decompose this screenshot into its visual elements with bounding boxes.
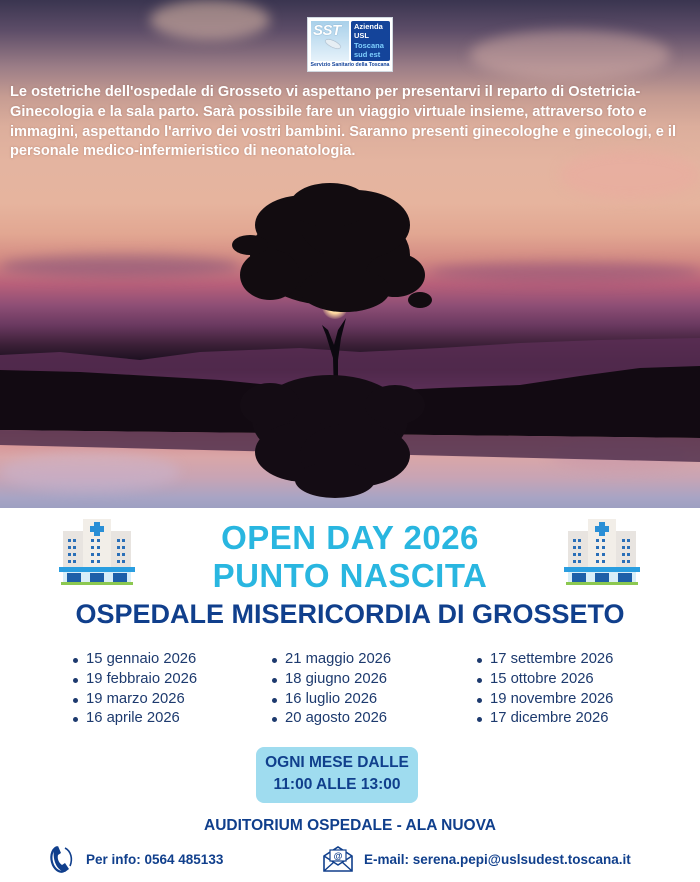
schedule-line-2: 11:00 ALLE 13:00: [273, 776, 401, 793]
date-item: 17 dicembre 2026: [475, 709, 613, 729]
date-item: 16 aprile 2026: [71, 709, 197, 729]
phone-text: Per info: 0564 485133: [86, 851, 224, 867]
title-open-day: OPEN DAY 2026: [221, 519, 479, 556]
title-punto-nascita: PUNTO NASCITA: [212, 557, 488, 594]
dates-column-1: [71, 650, 197, 729]
email-contact: [322, 843, 631, 875]
hospital-name: OSPEDALE MISERICORDIA DI GROSSETO: [75, 599, 625, 629]
date-item: 18 giugno 2026: [270, 670, 391, 690]
logo-azienda-block: Azienda USL Toscana sud est: [351, 21, 390, 61]
date-item: 19 febbraio 2026: [71, 670, 197, 690]
date-item: 16 luglio 2026: [270, 690, 391, 710]
date-item: 15 ottobre 2026: [475, 670, 613, 690]
dates-column-2: [270, 650, 391, 729]
date-item: 19 novembre 2026: [475, 690, 613, 710]
date-item: 20 agosto 2026: [270, 709, 391, 729]
date-item: 21 maggio 2026: [270, 650, 391, 670]
venue-label: AUDITORIUM OSPEDALE - ALA NUOVA: [204, 817, 496, 834]
asl-logo: [307, 17, 393, 72]
logo-caption: Servizio Sanitario della Toscana: [310, 62, 390, 68]
date-item: 19 marzo 2026: [71, 690, 197, 710]
email-icon: [322, 845, 354, 873]
phone-contact: [48, 843, 223, 875]
date-item: 15 gennaio 2026: [71, 650, 197, 670]
email-text: E-mail: serena.pepi@uslsudest.toscana.it: [364, 851, 631, 867]
date-item: 17 settembre 2026: [475, 650, 613, 670]
schedule-badge: [256, 747, 418, 803]
dates-column-3: [475, 650, 613, 729]
schedule-line-1: OGNI MESE DALLE: [265, 754, 409, 771]
intro-paragraph: Le ostetriche dell'ospedale di Grosseto vi aspettano per presentarvi il reparto di Ostetricia-Ginecologia e la sala parto. Sarà possibile fare un viaggio virtuale insieme, attraverso foto e immagini, aspettando l'arrivo dei vostri bambini. Saranno presenti ginecologhe e ginecologi, e il personale medico-infermieristico di neonatologia.: [10, 84, 676, 160]
logo-sst-mark: SST: [311, 21, 349, 61]
phone-icon: [48, 844, 76, 874]
bird-icon: [324, 38, 341, 50]
svg-text:@: @: [333, 851, 343, 861]
